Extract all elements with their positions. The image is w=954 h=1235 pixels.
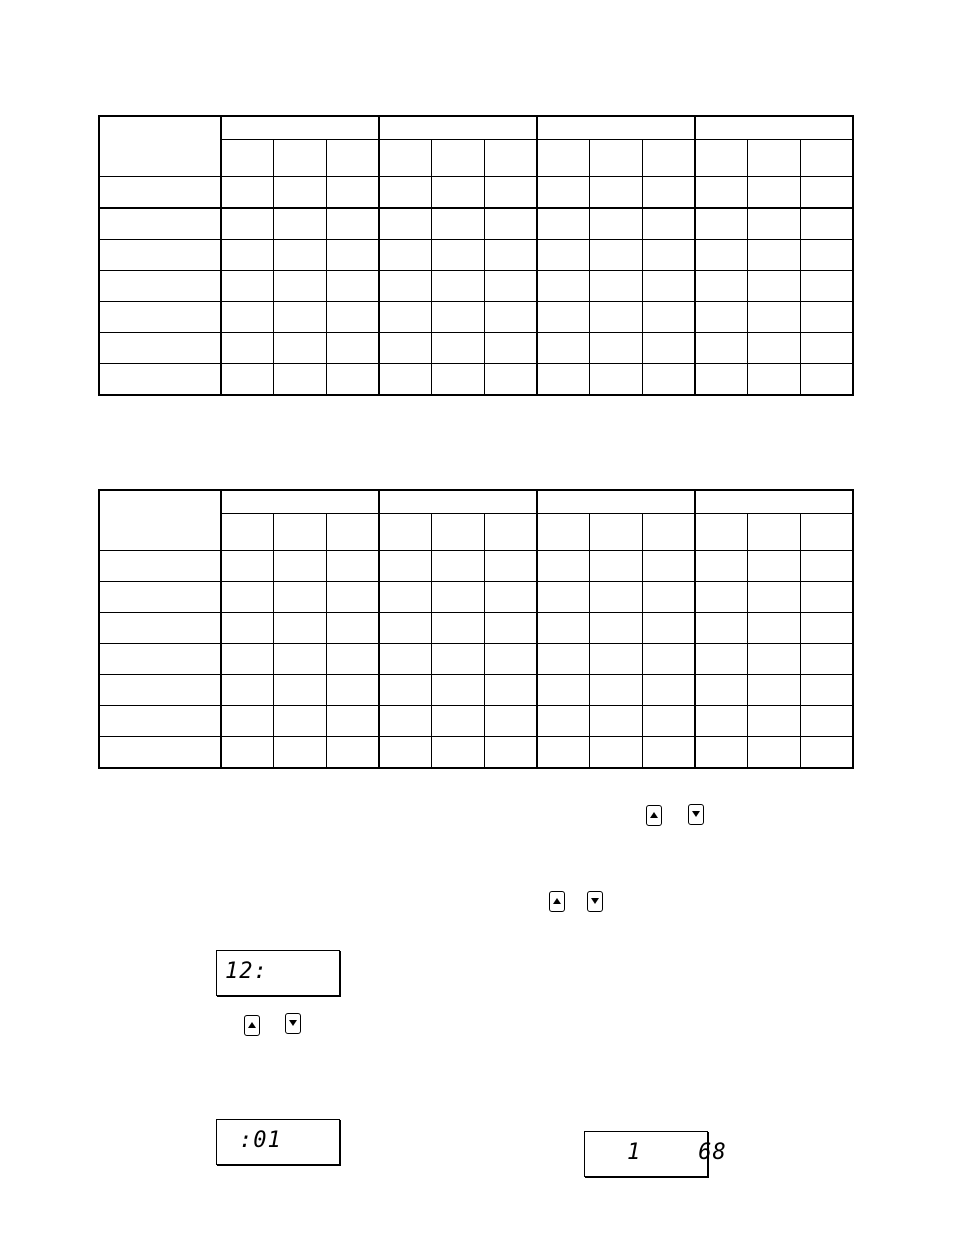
row-label-cell <box>99 644 221 675</box>
table-cell <box>748 364 801 396</box>
row-label-cell <box>99 675 221 706</box>
down-arrow-key-icon <box>688 804 704 825</box>
table-cell <box>432 551 485 582</box>
subheader-cell <box>748 514 801 551</box>
table-cell <box>800 208 853 240</box>
table-cell <box>221 582 274 613</box>
table-cell <box>379 675 432 706</box>
table-cell <box>748 737 801 769</box>
row-label-cell <box>99 333 221 364</box>
table-cell <box>800 706 853 737</box>
table-row <box>99 240 853 271</box>
table-cell <box>800 737 853 769</box>
table-cell <box>642 271 695 302</box>
table-cell <box>432 737 485 769</box>
subheader-cell <box>642 140 695 177</box>
subheader-cell <box>484 140 537 177</box>
table-cell <box>326 706 379 737</box>
group-header-cell <box>537 116 695 140</box>
table-2 <box>98 489 854 769</box>
table-cell <box>221 706 274 737</box>
table-cell <box>590 240 643 271</box>
table-cell <box>695 706 748 737</box>
table-cell <box>537 644 590 675</box>
subheader-cell <box>800 140 853 177</box>
table-2-body <box>99 551 853 769</box>
table-row <box>99 582 853 613</box>
table-cell <box>432 675 485 706</box>
table-cell <box>537 271 590 302</box>
up-arrow-key-icon <box>244 1015 260 1036</box>
subheader-cell <box>537 514 590 551</box>
lcd-display-reading <box>584 1131 727 1177</box>
table-cell <box>695 240 748 271</box>
table-cell <box>800 177 853 209</box>
table-corner-cell <box>99 490 221 551</box>
table-cell <box>326 582 379 613</box>
table-cell <box>484 364 537 396</box>
table-cell <box>748 302 801 333</box>
row-label-cell <box>99 737 221 769</box>
table-cell <box>432 613 485 644</box>
subheader-cell <box>484 514 537 551</box>
table-cell <box>642 582 695 613</box>
table-cell <box>642 675 695 706</box>
table-cell <box>379 551 432 582</box>
table-cell <box>274 644 327 675</box>
table-row <box>99 737 853 769</box>
table-cell <box>590 333 643 364</box>
table-cell <box>748 208 801 240</box>
table-cell <box>432 333 485 364</box>
table-cell <box>274 706 327 737</box>
table-cell <box>379 177 432 209</box>
table-cell <box>274 364 327 396</box>
table-cell <box>590 737 643 769</box>
table-cell <box>800 675 853 706</box>
table-cell <box>800 302 853 333</box>
table-corner-cell <box>99 116 221 177</box>
lcd-display-clock <box>216 950 340 996</box>
table-cell <box>537 737 590 769</box>
table-cell <box>642 706 695 737</box>
table-cell <box>326 271 379 302</box>
table-cell <box>537 364 590 396</box>
table-cell <box>748 644 801 675</box>
table-cell <box>800 271 853 302</box>
subheader-cell <box>432 140 485 177</box>
table-cell <box>432 644 485 675</box>
subheader-cell <box>748 140 801 177</box>
table-cell <box>642 333 695 364</box>
lcd-clock-value: 12: <box>225 959 268 984</box>
table-cell <box>484 675 537 706</box>
table-cell <box>432 706 485 737</box>
row-label-cell <box>99 240 221 271</box>
table-row <box>99 177 853 209</box>
table-cell <box>484 240 537 271</box>
table-cell <box>484 644 537 675</box>
table-cell <box>484 582 537 613</box>
table-1-body <box>99 177 853 396</box>
subheader-cell <box>537 140 590 177</box>
table-cell <box>695 644 748 675</box>
table-cell <box>800 613 853 644</box>
up-arrow-key-icon <box>646 805 662 826</box>
table-cell <box>537 706 590 737</box>
down-arrow-key-icon <box>587 891 603 912</box>
subheader-cell <box>800 514 853 551</box>
table-cell <box>590 271 643 302</box>
table-cell <box>274 177 327 209</box>
table-row <box>99 333 853 364</box>
table-cell <box>748 675 801 706</box>
table-cell <box>221 208 274 240</box>
table-cell <box>748 582 801 613</box>
subheader-cell <box>590 514 643 551</box>
table-cell <box>379 240 432 271</box>
table-cell <box>800 582 853 613</box>
table-cell <box>379 208 432 240</box>
table-cell <box>748 706 801 737</box>
table-cell <box>379 737 432 769</box>
table-cell <box>432 177 485 209</box>
table-cell <box>800 364 853 396</box>
table-cell <box>432 271 485 302</box>
table-cell <box>484 271 537 302</box>
table-header-group-row <box>99 490 853 514</box>
table-cell <box>379 706 432 737</box>
row-label-cell <box>99 551 221 582</box>
table-cell <box>695 177 748 209</box>
subheader-cell <box>274 140 327 177</box>
table-cell <box>221 333 274 364</box>
table-cell <box>221 240 274 271</box>
row-label-cell <box>99 271 221 302</box>
table-cell <box>748 177 801 209</box>
table-cell <box>695 333 748 364</box>
table-cell <box>274 208 327 240</box>
table-cell <box>221 551 274 582</box>
table-cell <box>590 551 643 582</box>
subheader-cell <box>432 514 485 551</box>
table-cell <box>590 644 643 675</box>
table-cell <box>326 551 379 582</box>
table-cell <box>642 302 695 333</box>
table-cell <box>748 333 801 364</box>
table-cell <box>326 302 379 333</box>
table-cell <box>326 737 379 769</box>
group-header-cell <box>695 116 853 140</box>
table-row <box>99 551 853 582</box>
table-cell <box>379 364 432 396</box>
table-cell <box>326 364 379 396</box>
table-cell <box>800 333 853 364</box>
table-cell <box>379 582 432 613</box>
group-header-cell <box>695 490 853 514</box>
subheader-cell <box>379 140 432 177</box>
table-cell <box>590 364 643 396</box>
table-cell <box>590 706 643 737</box>
table-cell <box>484 177 537 209</box>
table-cell <box>537 240 590 271</box>
table-cell <box>800 644 853 675</box>
table-cell <box>590 208 643 240</box>
group-header-cell <box>537 490 695 514</box>
table-cell <box>274 675 327 706</box>
table-cell <box>642 208 695 240</box>
table-row <box>99 644 853 675</box>
table-cell <box>695 551 748 582</box>
table-cell <box>484 208 537 240</box>
row-label-cell <box>99 302 221 333</box>
subheader-cell <box>326 140 379 177</box>
table-cell <box>484 737 537 769</box>
table-cell <box>748 240 801 271</box>
table-cell <box>537 208 590 240</box>
table-cell <box>695 364 748 396</box>
subheader-cell <box>326 514 379 551</box>
table-cell <box>274 613 327 644</box>
subheader-cell <box>695 514 748 551</box>
table-cell <box>432 302 485 333</box>
table-cell <box>484 706 537 737</box>
table-cell <box>642 644 695 675</box>
table-1 <box>98 115 854 396</box>
table-row <box>99 271 853 302</box>
group-header-cell <box>221 490 379 514</box>
table-row <box>99 302 853 333</box>
table-cell <box>695 302 748 333</box>
row-label-cell <box>99 706 221 737</box>
table-cell <box>221 737 274 769</box>
table-cell <box>642 364 695 396</box>
table-header-group-row <box>99 116 853 140</box>
table-cell <box>484 333 537 364</box>
table-cell <box>274 333 327 364</box>
row-label-cell <box>99 582 221 613</box>
table-cell <box>274 582 327 613</box>
table-row <box>99 706 853 737</box>
table-cell <box>221 613 274 644</box>
table-cell <box>642 737 695 769</box>
table-cell <box>590 613 643 644</box>
table-cell <box>484 613 537 644</box>
table-cell <box>274 240 327 271</box>
table-cell <box>432 240 485 271</box>
row-label-cell <box>99 364 221 396</box>
table-cell <box>326 613 379 644</box>
subheader-cell <box>590 140 643 177</box>
table-cell <box>326 644 379 675</box>
row-label-cell <box>99 177 221 209</box>
table-cell <box>537 551 590 582</box>
table-cell <box>326 333 379 364</box>
table-row <box>99 208 853 240</box>
table-cell <box>537 333 590 364</box>
table-cell <box>590 177 643 209</box>
table-cell <box>379 333 432 364</box>
table-cell <box>590 675 643 706</box>
table-cell <box>642 613 695 644</box>
lcd-reading-value: 1 68 <box>627 1140 727 1165</box>
table-cell <box>695 208 748 240</box>
table-cell <box>379 302 432 333</box>
table-cell <box>326 240 379 271</box>
table-cell <box>274 271 327 302</box>
table-cell <box>326 675 379 706</box>
table-cell <box>221 302 274 333</box>
table-cell <box>537 675 590 706</box>
table-cell <box>274 551 327 582</box>
group-header-cell <box>221 116 379 140</box>
down-arrow-key-icon <box>285 1013 301 1034</box>
subheader-cell <box>695 140 748 177</box>
table-row <box>99 675 853 706</box>
table-cell <box>748 271 801 302</box>
table-cell <box>221 271 274 302</box>
table-cell <box>432 364 485 396</box>
table-cell <box>221 644 274 675</box>
table-cell <box>642 240 695 271</box>
table-cell <box>484 302 537 333</box>
table-cell <box>748 613 801 644</box>
table-cell <box>800 240 853 271</box>
table-cell <box>590 582 643 613</box>
table-cell <box>326 177 379 209</box>
table-cell <box>695 582 748 613</box>
group-header-cell <box>379 116 537 140</box>
table-cell <box>695 613 748 644</box>
subheader-cell <box>642 514 695 551</box>
table-cell <box>221 177 274 209</box>
table-cell <box>484 551 537 582</box>
table-cell <box>695 675 748 706</box>
table-cell <box>748 551 801 582</box>
up-arrow-key-icon <box>549 891 565 912</box>
group-header-cell <box>379 490 537 514</box>
table-cell <box>590 302 643 333</box>
table-cell <box>537 302 590 333</box>
table-cell <box>379 644 432 675</box>
table-cell <box>537 582 590 613</box>
table-cell <box>432 208 485 240</box>
table-cell <box>537 177 590 209</box>
table-cell <box>221 675 274 706</box>
subheader-cell <box>274 514 327 551</box>
table-row <box>99 613 853 644</box>
table-cell <box>326 208 379 240</box>
table-cell <box>274 737 327 769</box>
lcd-display-minutes <box>216 1119 340 1165</box>
subheader-cell <box>221 514 274 551</box>
table-cell <box>642 177 695 209</box>
row-label-cell <box>99 208 221 240</box>
subheader-cell <box>379 514 432 551</box>
table-cell <box>537 613 590 644</box>
lcd-minutes-value: :01 <box>239 1128 282 1153</box>
table-cell <box>695 271 748 302</box>
table-cell <box>274 302 327 333</box>
subheader-cell <box>221 140 274 177</box>
table-cell <box>432 582 485 613</box>
table-cell <box>642 551 695 582</box>
table-cell <box>221 364 274 396</box>
table-cell <box>800 551 853 582</box>
row-label-cell <box>99 613 221 644</box>
table-cell <box>695 737 748 769</box>
table-cell <box>379 613 432 644</box>
table-row <box>99 364 853 396</box>
table-cell <box>379 271 432 302</box>
